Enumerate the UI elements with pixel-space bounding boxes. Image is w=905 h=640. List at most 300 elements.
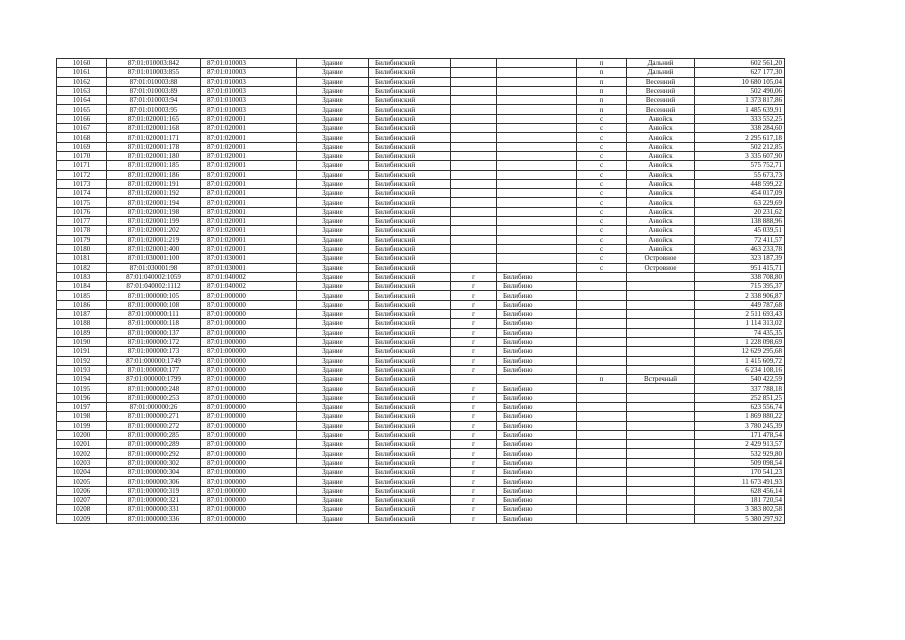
- cadastral-number-cell: 87:01:000000:272: [107, 421, 201, 430]
- locality-name-cell: Анюйск: [627, 151, 695, 160]
- settlement-type-cell: г: [451, 393, 497, 402]
- table-row: [57, 114, 785, 123]
- settlement-name-cell: Билибино: [497, 356, 577, 365]
- settlement-name-cell: Билибино: [497, 449, 577, 458]
- cadastral-value-cell: 337 788,18: [695, 384, 785, 393]
- locality-name-cell: Островное: [627, 263, 695, 272]
- cadastral-quarter-cell: 87:01:010003: [201, 77, 297, 86]
- cadastral-number-cell: 87:01:030001:98: [107, 263, 201, 272]
- locality-type-cell: с: [577, 217, 627, 226]
- cadastral-number-cell: 87:01:010003:855: [107, 68, 201, 77]
- settlement-name-cell: [497, 263, 577, 272]
- district-cell: Билибинский: [369, 207, 451, 216]
- cadastral-number-cell: 87:01:040002:1059: [107, 272, 201, 281]
- locality-name-cell: [627, 328, 695, 337]
- cadastral-number-cell: 87:01:000000:271: [107, 412, 201, 421]
- district-cell: Билибинский: [369, 402, 451, 411]
- settlement-name-cell: Билибино: [497, 495, 577, 504]
- row-number-cell: 10193: [57, 365, 107, 374]
- table-row: [57, 151, 785, 160]
- settlement-type-cell: [451, 133, 497, 142]
- object-type-cell: Здание: [297, 458, 369, 467]
- cadastral-value-cell: 63 229,69: [695, 198, 785, 207]
- cadastral-value-cell: 3 335 607,90: [695, 151, 785, 160]
- cadastral-value-cell: 10 680 105,04: [695, 77, 785, 86]
- cadastral-number-cell: 87:01:000000:306: [107, 477, 201, 486]
- object-type-cell: Здание: [297, 514, 369, 523]
- locality-name-cell: [627, 310, 695, 319]
- table-row: [57, 477, 785, 486]
- object-type-cell: Здание: [297, 59, 369, 68]
- cadastral-number-cell: 87:01:010003:89: [107, 86, 201, 95]
- object-type-cell: Здание: [297, 161, 369, 170]
- locality-name-cell: [627, 468, 695, 477]
- cadastral-number-cell: 87:01:010003:842: [107, 59, 201, 68]
- object-type-cell: Здание: [297, 356, 369, 365]
- cadastral-value-cell: 623 556,74: [695, 402, 785, 411]
- cadastral-number-cell: 87:01:020001:191: [107, 179, 201, 188]
- table-row: [57, 77, 785, 86]
- cadastral-value-cell: 2 295 617,18: [695, 133, 785, 142]
- settlement-type-cell: г: [451, 505, 497, 514]
- locality-type-cell: [577, 300, 627, 309]
- cadastral-number-cell: 87:01:000000:253: [107, 393, 201, 402]
- row-number-cell: 10178: [57, 226, 107, 235]
- cadastral-number-cell: 87:01:000000:173: [107, 347, 201, 356]
- object-type-cell: Здание: [297, 170, 369, 179]
- object-type-cell: Здание: [297, 86, 369, 95]
- locality-name-cell: [627, 505, 695, 514]
- locality-name-cell: [627, 337, 695, 346]
- settlement-type-cell: г: [451, 328, 497, 337]
- locality-type-cell: с: [577, 179, 627, 188]
- row-number-cell: 10182: [57, 263, 107, 272]
- cadastral-value-cell: 3 780 245,39: [695, 421, 785, 430]
- settlement-name-cell: [497, 226, 577, 235]
- object-type-cell: Здание: [297, 198, 369, 207]
- district-cell: Билибинский: [369, 114, 451, 123]
- object-type-cell: Здание: [297, 105, 369, 114]
- object-type-cell: Здание: [297, 244, 369, 253]
- object-type-cell: Здание: [297, 328, 369, 337]
- settlement-type-cell: [451, 124, 497, 133]
- row-number-cell: 10186: [57, 300, 107, 309]
- cadastral-value-cell: 55 673,73: [695, 170, 785, 179]
- row-number-cell: 10191: [57, 347, 107, 356]
- table-row: [57, 86, 785, 95]
- locality-name-cell: Анюйск: [627, 189, 695, 198]
- cadastral-quarter-cell: 87:01:000000: [201, 421, 297, 430]
- table-row: [57, 468, 785, 477]
- cadastral-quarter-cell: 87:01:020001: [201, 207, 297, 216]
- settlement-type-cell: [451, 207, 497, 216]
- cadastral-quarter-cell: 87:01:000000: [201, 430, 297, 439]
- district-cell: Билибинский: [369, 347, 451, 356]
- cadastral-number-cell: 87:01:000000:302: [107, 458, 201, 467]
- row-number-cell: 10200: [57, 430, 107, 439]
- cadastral-quarter-cell: 87:01:040002: [201, 282, 297, 291]
- settlement-type-cell: г: [451, 468, 497, 477]
- cadastral-number-cell: 87:01:020001:400: [107, 244, 201, 253]
- settlement-name-cell: Билибино: [497, 477, 577, 486]
- row-number-cell: 10170: [57, 151, 107, 160]
- settlement-type-cell: [451, 96, 497, 105]
- cadastral-number-cell: 87:01:000000:248: [107, 384, 201, 393]
- cadastral-quarter-cell: 87:01:000000: [201, 365, 297, 374]
- row-number-cell: 10177: [57, 217, 107, 226]
- cadastral-quarter-cell: 87:01:010003: [201, 96, 297, 105]
- locality-name-cell: Весенний: [627, 77, 695, 86]
- cadastral-quarter-cell: 87:01:000000: [201, 412, 297, 421]
- cadastral-number-cell: 87:01:000000:172: [107, 337, 201, 346]
- locality-name-cell: [627, 430, 695, 439]
- cadastral-value-cell: 1 373 817,86: [695, 96, 785, 105]
- locality-name-cell: [627, 356, 695, 365]
- object-type-cell: Здание: [297, 226, 369, 235]
- cadastral-quarter-cell: 87:01:000000: [201, 310, 297, 319]
- cadastral-value-cell: 45 039,51: [695, 226, 785, 235]
- locality-type-cell: [577, 468, 627, 477]
- locality-type-cell: с: [577, 133, 627, 142]
- locality-name-cell: [627, 282, 695, 291]
- settlement-type-cell: г: [451, 291, 497, 300]
- row-number-cell: 10161: [57, 68, 107, 77]
- cadastral-value-cell: 627 177,30: [695, 68, 785, 77]
- cadastral-quarter-cell: 87:01:040002: [201, 272, 297, 281]
- table-row: [57, 263, 785, 272]
- object-type-cell: Здание: [297, 477, 369, 486]
- row-number-cell: 10188: [57, 319, 107, 328]
- cadastral-number-cell: 87:01:020001:199: [107, 217, 201, 226]
- table-row: [57, 486, 785, 495]
- settlement-type-cell: [451, 226, 497, 235]
- district-cell: Билибинский: [369, 217, 451, 226]
- table-row: [57, 495, 785, 504]
- cadastral-value-cell: 2 511 693,43: [695, 310, 785, 319]
- locality-name-cell: Анюйск: [627, 207, 695, 216]
- table-row: [57, 124, 785, 133]
- settlement-name-cell: Билибино: [497, 505, 577, 514]
- cadastral-table: [56, 58, 785, 524]
- object-type-cell: Здание: [297, 319, 369, 328]
- cadastral-value-cell: 502 212,85: [695, 142, 785, 151]
- locality-name-cell: [627, 384, 695, 393]
- object-type-cell: Здание: [297, 384, 369, 393]
- district-cell: Билибинский: [369, 430, 451, 439]
- locality-name-cell: Анюйск: [627, 133, 695, 142]
- cadastral-value-cell: 3 383 802,58: [695, 505, 785, 514]
- locality-type-cell: [577, 310, 627, 319]
- locality-name-cell: [627, 514, 695, 523]
- cadastral-value-cell: 171 478,54: [695, 430, 785, 439]
- table-row: [57, 412, 785, 421]
- settlement-name-cell: Билибино: [497, 282, 577, 291]
- locality-type-cell: [577, 505, 627, 514]
- settlement-name-cell: Билибино: [497, 440, 577, 449]
- cadastral-quarter-cell: 87:01:020001: [201, 142, 297, 151]
- settlement-name-cell: [497, 68, 577, 77]
- locality-type-cell: [577, 272, 627, 281]
- district-cell: Билибинский: [369, 86, 451, 95]
- settlement-type-cell: г: [451, 310, 497, 319]
- cadastral-value-cell: 951 415,71: [695, 263, 785, 272]
- cadastral-number-cell: 87:01:000000:118: [107, 319, 201, 328]
- settlement-name-cell: Билибино: [497, 421, 577, 430]
- cadastral-quarter-cell: 87:01:010003: [201, 105, 297, 114]
- locality-name-cell: Весенний: [627, 105, 695, 114]
- district-cell: Билибинский: [369, 226, 451, 235]
- settlement-type-cell: [451, 68, 497, 77]
- settlement-type-cell: [451, 151, 497, 160]
- cadastral-quarter-cell: 87:01:000000: [201, 468, 297, 477]
- cadastral-value-cell: 1 415 609,72: [695, 356, 785, 365]
- locality-type-cell: [577, 430, 627, 439]
- cadastral-value-cell: 12 629 295,68: [695, 347, 785, 356]
- row-number-cell: 10208: [57, 505, 107, 514]
- object-type-cell: Здание: [297, 430, 369, 439]
- district-cell: Билибинский: [369, 468, 451, 477]
- settlement-type-cell: г: [451, 300, 497, 309]
- cadastral-value-cell: 449 787,68: [695, 300, 785, 309]
- table-row: [57, 402, 785, 411]
- district-cell: Билибинский: [369, 440, 451, 449]
- cadastral-value-cell: 715 395,37: [695, 282, 785, 291]
- district-cell: Билибинский: [369, 412, 451, 421]
- locality-type-cell: с: [577, 254, 627, 263]
- settlement-type-cell: [451, 77, 497, 86]
- settlement-type-cell: г: [451, 272, 497, 281]
- settlement-name-cell: Билибино: [497, 347, 577, 356]
- cadastral-number-cell: 87:01:010003:95: [107, 105, 201, 114]
- settlement-type-cell: [451, 235, 497, 244]
- object-type-cell: Здание: [297, 375, 369, 384]
- settlement-name-cell: [497, 235, 577, 244]
- object-type-cell: Здание: [297, 179, 369, 188]
- locality-name-cell: [627, 440, 695, 449]
- locality-name-cell: [627, 393, 695, 402]
- cadastral-value-cell: 575 752,71: [695, 161, 785, 170]
- table-row: [57, 133, 785, 142]
- settlement-name-cell: Билибино: [497, 319, 577, 328]
- object-type-cell: Здание: [297, 310, 369, 319]
- settlement-name-cell: [497, 96, 577, 105]
- locality-type-cell: п: [577, 96, 627, 105]
- row-number-cell: 10197: [57, 402, 107, 411]
- object-type-cell: Здание: [297, 495, 369, 504]
- district-cell: Билибинский: [369, 59, 451, 68]
- cadastral-number-cell: 87:01:000000:304: [107, 468, 201, 477]
- settlement-type-cell: г: [451, 347, 497, 356]
- locality-name-cell: [627, 412, 695, 421]
- cadastral-quarter-cell: 87:01:000000: [201, 319, 297, 328]
- table-row: [57, 96, 785, 105]
- row-number-cell: 10162: [57, 77, 107, 86]
- settlement-name-cell: Билибино: [497, 514, 577, 523]
- locality-type-cell: [577, 319, 627, 328]
- cadastral-quarter-cell: 87:01:020001: [201, 244, 297, 253]
- table-row: [57, 198, 785, 207]
- locality-name-cell: [627, 319, 695, 328]
- table-row: [57, 300, 785, 309]
- settlement-type-cell: г: [451, 319, 497, 328]
- cadastral-number-cell: 87:01:020001:186: [107, 170, 201, 179]
- locality-type-cell: [577, 458, 627, 467]
- district-cell: Билибинский: [369, 179, 451, 188]
- settlement-type-cell: [451, 375, 497, 384]
- cadastral-value-cell: 2 338 906,87: [695, 291, 785, 300]
- cadastral-number-cell: 87:01:000000:1799: [107, 375, 201, 384]
- object-type-cell: Здание: [297, 217, 369, 226]
- cadastral-quarter-cell: 87:01:000000: [201, 375, 297, 384]
- locality-type-cell: [577, 477, 627, 486]
- cadastral-value-cell: 138 888,96: [695, 217, 785, 226]
- district-cell: Билибинский: [369, 235, 451, 244]
- cadastral-quarter-cell: 87:01:000000: [201, 291, 297, 300]
- row-number-cell: 10173: [57, 179, 107, 188]
- locality-name-cell: Анюйск: [627, 161, 695, 170]
- table-row: [57, 105, 785, 114]
- settlement-name-cell: Билибино: [497, 272, 577, 281]
- row-number-cell: 10201: [57, 440, 107, 449]
- locality-name-cell: Дальний: [627, 68, 695, 77]
- row-number-cell: 10163: [57, 86, 107, 95]
- cadastral-number-cell: 87:01:010003:94: [107, 96, 201, 105]
- object-type-cell: Здание: [297, 142, 369, 151]
- table-row: [57, 189, 785, 198]
- settlement-name-cell: [497, 151, 577, 160]
- cadastral-quarter-cell: 87:01:030001: [201, 254, 297, 263]
- district-cell: Билибинский: [369, 151, 451, 160]
- cadastral-quarter-cell: 87:01:020001: [201, 114, 297, 123]
- object-type-cell: Здание: [297, 291, 369, 300]
- locality-name-cell: Весенний: [627, 96, 695, 105]
- locality-type-cell: [577, 393, 627, 402]
- locality-name-cell: Встречный: [627, 375, 695, 384]
- cadastral-number-cell: 87:01:000000:321: [107, 495, 201, 504]
- locality-name-cell: Весенний: [627, 86, 695, 95]
- settlement-name-cell: Билибино: [497, 430, 577, 439]
- object-type-cell: Здание: [297, 347, 369, 356]
- table-row: [57, 337, 785, 346]
- settlement-name-cell: [497, 217, 577, 226]
- settlement-name-cell: [497, 207, 577, 216]
- cadastral-number-cell: 87:01:000000:1749: [107, 356, 201, 365]
- row-number-cell: 10171: [57, 161, 107, 170]
- object-type-cell: Здание: [297, 68, 369, 77]
- row-number-cell: 10209: [57, 514, 107, 523]
- row-number-cell: 10166: [57, 114, 107, 123]
- object-type-cell: Здание: [297, 300, 369, 309]
- table-row: [57, 356, 785, 365]
- cadastral-quarter-cell: 87:01:020001: [201, 179, 297, 188]
- district-cell: Билибинский: [369, 254, 451, 263]
- table-row: [57, 217, 785, 226]
- cadastral-value-cell: 72 411,57: [695, 235, 785, 244]
- locality-name-cell: Анюйск: [627, 142, 695, 151]
- object-type-cell: Здание: [297, 77, 369, 86]
- table-row: [57, 365, 785, 374]
- district-cell: Билибинский: [369, 328, 451, 337]
- cadastral-number-cell: 87:01:020001:219: [107, 235, 201, 244]
- table-row: [57, 254, 785, 263]
- cadastral-value-cell: 509 098,54: [695, 458, 785, 467]
- cadastral-number-cell: 87:01:000000:108: [107, 300, 201, 309]
- cadastral-quarter-cell: 87:01:000000: [201, 356, 297, 365]
- settlement-type-cell: г: [451, 421, 497, 430]
- cadastral-quarter-cell: 87:01:020001: [201, 151, 297, 160]
- district-cell: Билибинский: [369, 365, 451, 374]
- district-cell: Билибинский: [369, 421, 451, 430]
- district-cell: Билибинский: [369, 514, 451, 523]
- settlement-type-cell: г: [451, 430, 497, 439]
- district-cell: Билибинский: [369, 263, 451, 272]
- object-type-cell: Здание: [297, 337, 369, 346]
- settlement-type-cell: [451, 263, 497, 272]
- district-cell: Билибинский: [369, 189, 451, 198]
- table-row: [57, 393, 785, 402]
- locality-type-cell: п: [577, 375, 627, 384]
- cadastral-value-cell: 463 233,78: [695, 244, 785, 253]
- cadastral-number-cell: 87:01:020001:180: [107, 151, 201, 160]
- table-row: [57, 514, 785, 523]
- settlement-type-cell: г: [451, 449, 497, 458]
- object-type-cell: Здание: [297, 133, 369, 142]
- locality-name-cell: [627, 486, 695, 495]
- district-cell: Билибинский: [369, 124, 451, 133]
- cadastral-quarter-cell: 87:01:020001: [201, 133, 297, 142]
- table-row: [57, 179, 785, 188]
- cadastral-value-cell: 454 017,09: [695, 189, 785, 198]
- locality-name-cell: [627, 495, 695, 504]
- row-number-cell: 10174: [57, 189, 107, 198]
- row-number-cell: 10205: [57, 477, 107, 486]
- document-sheet: [56, 58, 784, 524]
- cadastral-value-cell: 323 187,39: [695, 254, 785, 263]
- object-type-cell: Здание: [297, 282, 369, 291]
- cadastral-value-cell: 2 429 913,57: [695, 440, 785, 449]
- cadastral-number-cell: 87:01:000000:105: [107, 291, 201, 300]
- settlement-type-cell: [451, 59, 497, 68]
- cadastral-quarter-cell: 87:01:000000: [201, 449, 297, 458]
- district-cell: Билибинский: [369, 198, 451, 207]
- object-type-cell: Здание: [297, 114, 369, 123]
- cadastral-quarter-cell: 87:01:010003: [201, 59, 297, 68]
- settlement-type-cell: [451, 86, 497, 95]
- cadastral-quarter-cell: 87:01:000000: [201, 486, 297, 495]
- district-cell: Билибинский: [369, 282, 451, 291]
- table-row: [57, 430, 785, 439]
- settlement-name-cell: [497, 77, 577, 86]
- settlement-name-cell: [497, 142, 577, 151]
- locality-type-cell: [577, 449, 627, 458]
- cadastral-value-cell: 1 228 098,69: [695, 337, 785, 346]
- cadastral-quarter-cell: 87:01:020001: [201, 217, 297, 226]
- row-number-cell: 10164: [57, 96, 107, 105]
- settlement-name-cell: [497, 254, 577, 263]
- cadastral-number-cell: 87:01:020001:165: [107, 114, 201, 123]
- cadastral-value-cell: 532 929,80: [695, 449, 785, 458]
- locality-type-cell: с: [577, 189, 627, 198]
- cadastral-value-cell: 20 231,62: [695, 207, 785, 216]
- table-row: [57, 505, 785, 514]
- district-cell: Билибинский: [369, 449, 451, 458]
- cadastral-number-cell: 87:01:000000:289: [107, 440, 201, 449]
- locality-name-cell: Островное: [627, 254, 695, 263]
- district-cell: Билибинский: [369, 96, 451, 105]
- locality-type-cell: п: [577, 86, 627, 95]
- locality-type-cell: [577, 495, 627, 504]
- locality-name-cell: [627, 365, 695, 374]
